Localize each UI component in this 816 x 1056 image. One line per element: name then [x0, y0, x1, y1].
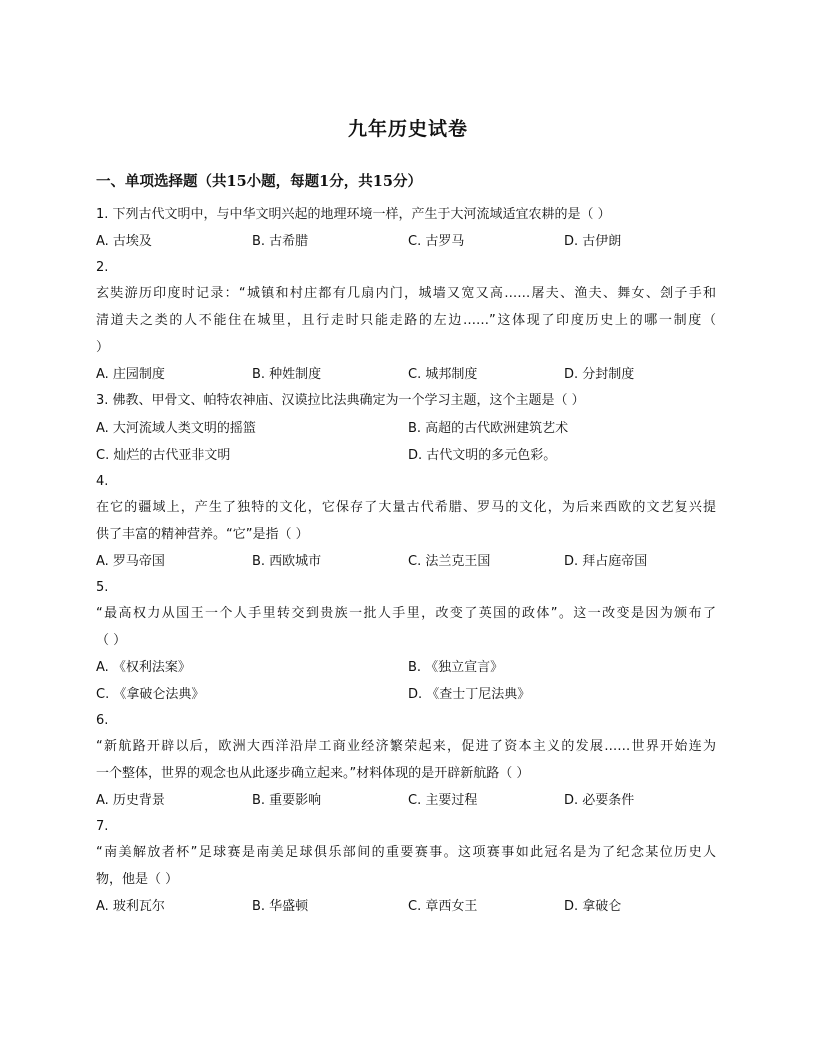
question-1-option-a: A. 古埃及 [96, 234, 152, 249]
question-7-option-b: B. 华盛顿 [252, 899, 309, 914]
question-3-option-a: A. 大河流域人类文明的摇篮 [96, 421, 256, 436]
question-5-stem-line-1: “最高权力从国王一个人手里转交到贵族一批人手里，改变了英国的政体”。这一改变是因为颁布了 [96, 606, 716, 621]
question-5-option-a: A. 《权利法案》 [96, 660, 191, 675]
question-4-option-b: B. 西欧城市 [252, 554, 322, 569]
question-5-option-c: C. 《拿破仑法典》 [96, 687, 205, 702]
question-3-option-d: D. 古代文明的多元色彩。 [408, 448, 557, 463]
question-1-option-d: D. 古伊朗 [564, 234, 622, 249]
question-1-stem: 1. 下列古代文明中，与中华文明兴起的地理环境一样，产生于大河流域适宜农耕的是（ ） [96, 207, 611, 222]
question-5-stem-line-2: （ ） [96, 633, 127, 648]
question-4-option-d: D. 拜占庭帝国 [564, 554, 648, 569]
question-4-number: 4. [96, 474, 109, 489]
question-4-stem-line-1: 在它的疆域上，产生了独特的文化，它保存了大量古代希腊、罗马的文化，为后来西欧的文艺复兴提 [96, 500, 716, 515]
question-7-stem-line-2: 物，他是（ ） [96, 872, 179, 887]
question-3-option-b: B. 高超的古代欧洲建筑艺术 [408, 421, 569, 436]
question-7-number: 7. [96, 819, 109, 834]
question-2-option-b: B. 种姓制度 [252, 367, 322, 382]
question-6-number: 6. [96, 713, 109, 728]
question-4-stem-line-2: 供了丰富的精神营养。“它”是指（ ） [96, 527, 309, 542]
question-6-option-d: D. 必要条件 [564, 793, 635, 808]
exam-title: 九年历史试卷 [347, 118, 468, 140]
question-2-stem-line-1: 玄奘游历印度时记录：“城镇和村庄都有几扇内门，城墙又宽又高……屠夫、渔夫、舞女、刽子手和 [96, 286, 716, 301]
question-6-option-a: A. 历史背景 [96, 793, 165, 808]
question-5-option-d: D. 《查士丁尼法典》 [408, 687, 531, 702]
question-7-option-a: A. 玻利瓦尔 [96, 899, 165, 914]
question-1-option-b: B. 古希腊 [252, 234, 309, 249]
question-2-option-c: C. 城邦制度 [408, 367, 478, 382]
question-6-option-c: C. 主要过程 [408, 793, 478, 808]
question-3-option-c: C. 灿烂的古代亚非文明 [96, 448, 231, 463]
question-5-number: 5. [96, 580, 109, 595]
question-2-number: 2. [96, 260, 109, 275]
question-6-stem-line-1: “新航路开辟以后，欧洲大西洋沿岸工商业经济繁荣起来，促进了资本主义的发展……世界开始连为 [96, 739, 716, 754]
question-5-option-b: B. 《独立宣言》 [408, 660, 504, 675]
question-3-stem: 3. 佛教、甲骨文、帕特农神庙、汉谟拉比法典确定为一个学习主题，这个主题是（ ） [96, 393, 585, 408]
question-2-stem-line-2: 清道夫之类的人不能住在城里，且行走时只能走路的左边……”这体现了印度历史上的哪一制度（ [96, 313, 716, 328]
question-6-option-b: B. 重要影响 [252, 793, 322, 808]
question-2-stem-line-3: ） [96, 340, 110, 355]
question-4-option-c: C. 法兰克王国 [408, 554, 491, 569]
question-1-option-c: C. 古罗马 [408, 234, 465, 249]
question-7-option-d: D. 拿破仑 [564, 899, 622, 914]
question-7-option-c: C. 章西女王 [408, 899, 478, 914]
question-6-stem-line-2: 一个整体，世界的观念也从此逐步确立起来。”材料体现的是开辟新航路（ ） [96, 766, 530, 781]
question-2-option-d: D. 分封制度 [564, 367, 635, 382]
question-7-stem-line-1: “南美解放者杯”足球赛是南美足球俱乐部间的重要赛事。这项赛事如此冠名是为了纪念某位历史人 [96, 845, 716, 860]
section-heading: 一、单项选择题（共15小题，每题1分，共15分） [96, 173, 422, 190]
question-2-option-a: A. 庄园制度 [96, 367, 165, 382]
question-4-option-a: A. 罗马帝国 [96, 554, 165, 569]
